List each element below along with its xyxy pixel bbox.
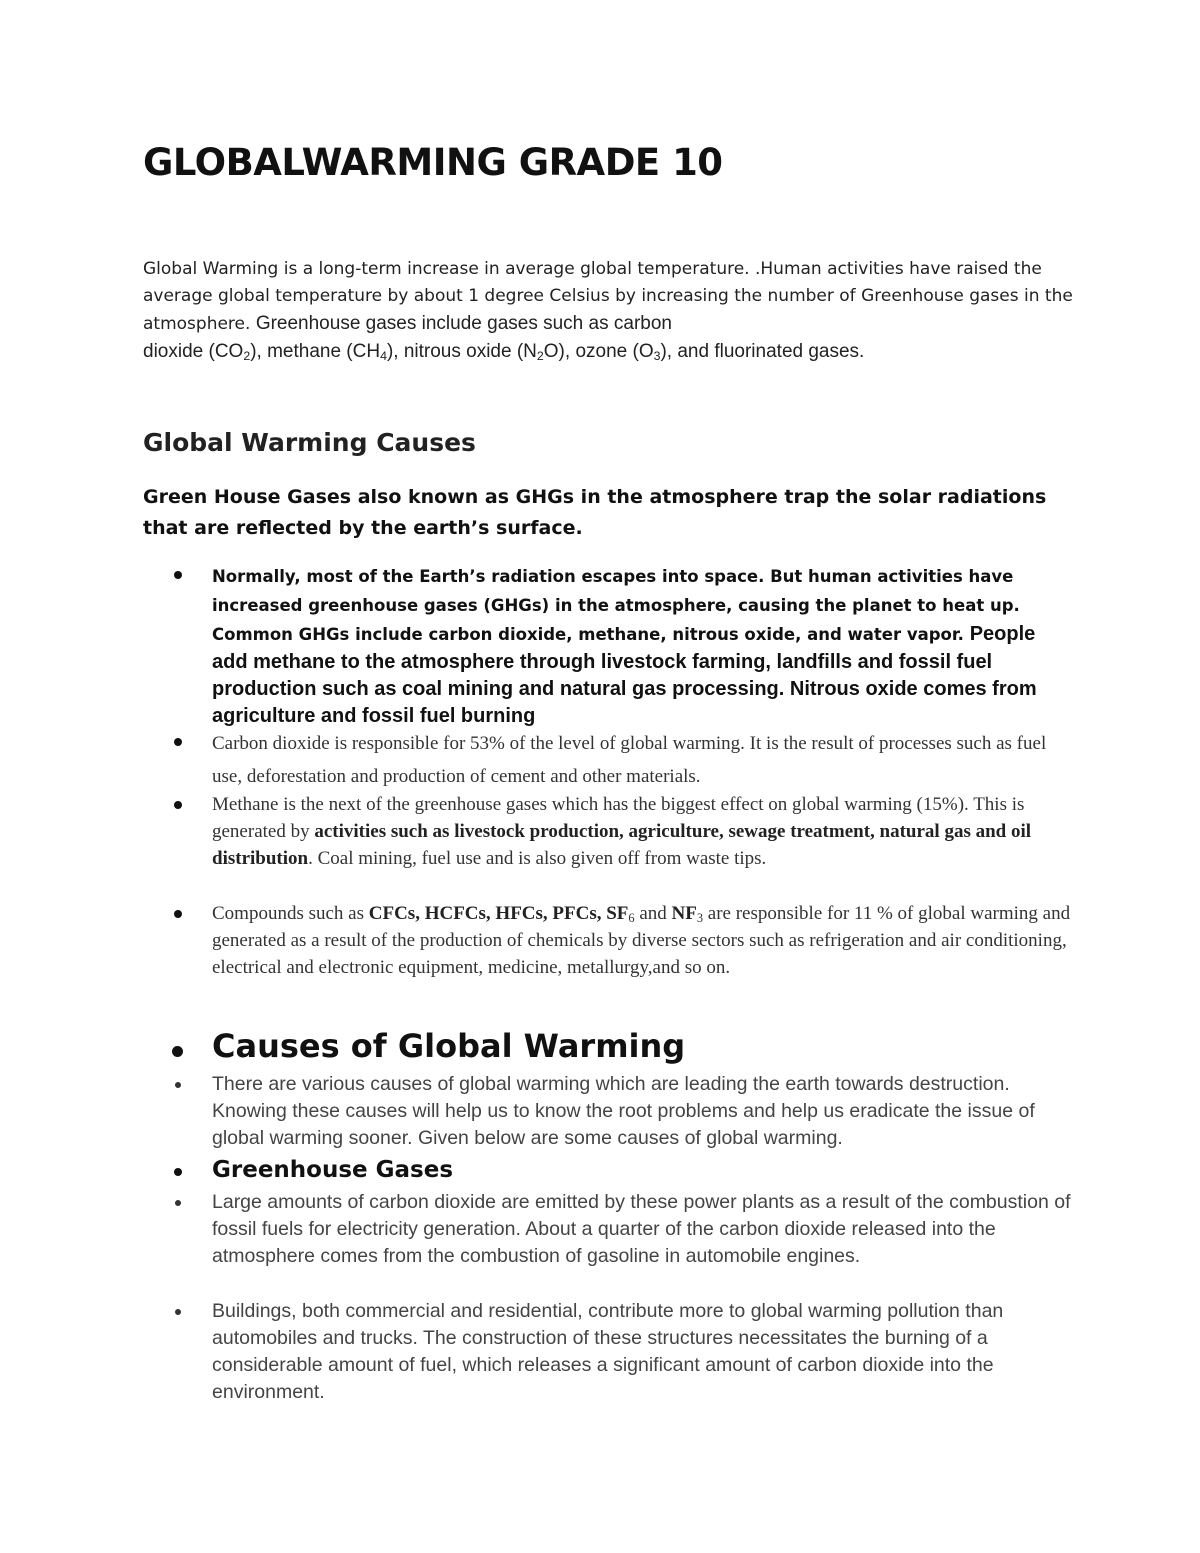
list-item-text: . Coal mining, fuel use and is also given off from waste tips. [308,848,767,869]
subscript: 2 [536,349,544,364]
list-item-bold-text: activities such as livestock production, agriculture, sewage treatment, natural gas and oil distribution [212,821,1032,869]
list-item-bold-text: CFCs, HCFCs, HFCs, PFCs, SF [368,903,629,924]
list-item-causes-intro: There are various causes of global warming which are leading the earth towards destruction. Knowing these causes will help us to know the root problems and help us eradicate the issue of global warming sooner. Given below are some causes of global warming. [212,1073,1035,1149]
list-item-text: are responsible for 11 % of global warming and generated as a result of the production of chemicals by diverse sectors such as refrigeration and air conditioning, electrical and electronic equipment, medicine, metallurgy,and so on. [212,903,1071,978]
bullet-dot [175,1200,181,1206]
intro-paragraph [143,256,1073,366]
intro-gas-list [143,341,864,362]
intro-gas-text: ), methane (CH [250,341,381,362]
subscript: 4 [380,349,387,364]
intro-text-1: Global Warming is a long-term increase in average global temperature. .Human activities have raised the average global temperature by about 1 degree Celsius by increasing the number of Greenhouse gases in the atmosphere. [143,259,1073,334]
list-item-text: Methane is the next of the greenhouse gases which has the biggest effect on global warming (15%). This is generated by [212,794,1025,842]
list-item-power-plants: Large amounts of carbon dioxide are emitted by these power plants as a result of the combustion of fossil fuels for electricity generation. About a quarter of the carbon dioxide released into the atmosphere comes from the combustion of gasoline in automobile engines. [212,1191,1071,1267]
list-item-bold-text: NF [671,903,697,924]
subscript: 6 [628,911,635,926]
intro-gas-text: ), nitrous oxide (N [386,341,537,362]
intro-gas-text: ), and fluorinated gases. [660,341,865,362]
bullet-dot [172,1046,183,1057]
list-item-text: Compounds such as [212,903,369,924]
list-item-text: People [969,623,1036,645]
list-item-ghg-normally [212,562,1072,730]
causes-heading: Causes of Global Warming [212,1027,686,1065]
bullet-dot [174,738,182,746]
bullet-dot [174,801,182,809]
intro-gas-text: O), ozone (O [543,341,654,362]
document-title: GLOBALWARMING GRADE 10 [143,141,723,184]
greenhouse-heading: Greenhouse Gases [212,1157,454,1183]
list-item-buildings: Buildings, both commercial and residential, contribute more to global warming pollution than automobiles and trucks. The construction of these structures necessitates the burning of a considerable amount of fuel, which releases a significant amount of carbon dioxide into the environment. [212,1300,1004,1403]
lead-paragraph: Green House Gases also known as GHGs in the atmosphere trap the solar radiations that are reflected by the earth’s surface. [143,486,1047,539]
bullet-dot [175,1082,181,1088]
intro-gas-text: dioxide (CO [143,341,244,362]
bullet-dot [175,1309,181,1315]
bullet-dot [174,1168,182,1176]
bullet-dot [174,571,182,579]
list-item-text: add methane to the atmosphere through livestock farming, landfills and fossil fuel production such as coal mining and natural gas processing. Nitrous oxide comes from agriculture and fossil fuel burning [212,651,1037,727]
subscript: 2 [243,349,251,364]
intro-text-2: Greenhouse gases include gases such as carbon [255,313,672,334]
list-item-carbon-dioxide: Carbon dioxide is responsible for 53% of the level of global warming. It is the result of processes such as fuel use, deforestation and production of cement and other materials. [212,733,1047,787]
section-heading: Global Warming Causes [143,428,476,457]
list-item-text: and [634,903,672,924]
bullet-dot [174,910,182,918]
list-item-text: Normally, most of the Earth’s radiation escapes into space. But human activities have increased greenhouse gases (GHGs) in the atmosphere, causing the planet to heat up. Common GHGs include carbon dioxide, methane, nitrous oxide, and water vapor. [212,567,1020,644]
subscript: 3 [696,911,704,926]
subscript: 3 [653,349,661,364]
list-item-compounds [212,900,1072,981]
list-item-methane [212,791,1072,872]
